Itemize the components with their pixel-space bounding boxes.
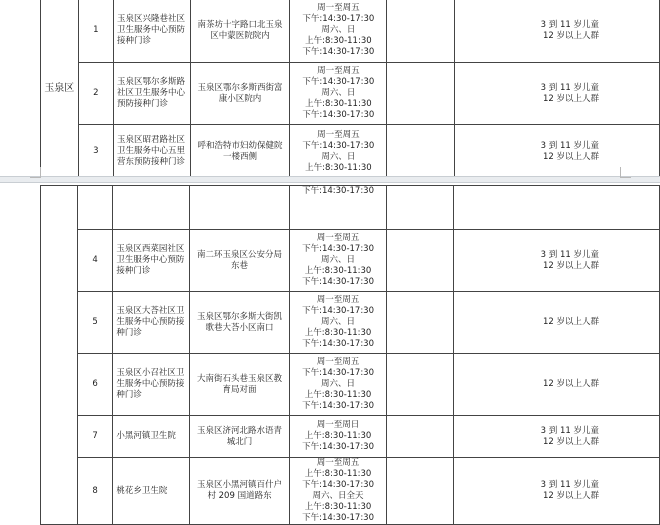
hours-line: 上午:8:30-11:30 — [304, 266, 372, 276]
clinic-name: 玉泉区兴隆巷社区卫生服务中心预防接种门诊 — [114, 0, 191, 63]
hours-line: 周六、日 — [321, 317, 356, 327]
blank-cell — [387, 125, 454, 179]
blank-cell — [387, 186, 454, 230]
hours-line: 下午:14:30-17:30 — [302, 401, 375, 411]
hours-line: 上午:8:30-11:30 — [304, 502, 372, 512]
hours-line: 下午:14:30-17:30 — [302, 244, 375, 254]
target-line: 12 岁以上人群 — [542, 93, 599, 104]
target-group — [454, 292, 660, 354]
hours-line: 上午:8:30-11:30 — [305, 162, 372, 173]
service-hours — [289, 458, 386, 525]
hours-line: 周六、日 — [321, 151, 356, 162]
blank-cell — [387, 416, 454, 458]
hours-line: 周六、日 — [321, 88, 356, 98]
clinic-table-page-1 — [40, 0, 660, 179]
hours-line: 上午:8:30-11:30 — [304, 328, 372, 338]
target-line: 12 岁以上人群 — [542, 491, 599, 501]
continuation-row — [41, 186, 660, 230]
row-number: 8 — [77, 458, 112, 525]
target-line: 12 岁以上人群 — [542, 260, 599, 271]
hours-line: 周一至周五 — [317, 3, 360, 13]
hours-line: 下午:14:30-17:30 — [302, 277, 375, 287]
target-line: 12 岁以上人群 — [542, 436, 599, 447]
target-group — [454, 354, 660, 416]
blank-cell — [387, 292, 454, 354]
table-row — [41, 458, 660, 525]
row-number: 3 — [78, 125, 113, 179]
clinic-address: 南二环玉泉区公安分局东巷 — [190, 230, 290, 292]
service-hours — [290, 0, 387, 63]
clinic-name: 玉泉区小召社区卫生服务中心预防接种门诊 — [113, 354, 190, 416]
hours-line: 周一至周五 — [316, 233, 360, 243]
hours-line: 周六、日 — [321, 255, 356, 265]
target-group — [454, 458, 660, 525]
table-row — [41, 292, 660, 354]
hours-line: 下午:14:30-17:30 — [302, 47, 375, 57]
hours-line: 下午:14:30-17:30 — [302, 480, 375, 490]
hours-line: 上午:8:30-11:30 — [304, 469, 372, 479]
hours-line: 下午:14:30-17:30 — [302, 513, 375, 523]
hours-line: 上午:8:30-11:30 — [304, 431, 372, 441]
target-line: 12 岁以上人群 — [542, 30, 599, 41]
hours-line: 周一至周五 — [317, 66, 360, 76]
clinic-address: 玉泉区鄂尔多斯西街富康小区院内 — [190, 63, 290, 125]
table-row — [41, 354, 660, 416]
blank-cell — [387, 0, 454, 63]
clinic-name: 玉泉区西菜园社区卫生服务中心预防接种门诊 — [113, 230, 190, 292]
blank-cell — [113, 186, 190, 230]
row-number: 7 — [77, 416, 112, 458]
blank-cell — [387, 63, 454, 125]
hours-line: 下午:14:30-17:30 — [302, 442, 375, 452]
hours-line: 下午:14:30-17:30 — [302, 77, 375, 87]
target-line: 3 到 11 岁儿童 — [540, 82, 599, 93]
table-row — [41, 125, 660, 179]
blank-cell — [77, 186, 112, 230]
service-hours — [289, 416, 386, 458]
hours-line: 上午:8:30-11:30 — [305, 99, 372, 109]
hours-line: 周六、日 — [321, 379, 356, 389]
hours-line: 上午:8:30-11:30 — [305, 36, 372, 46]
hours-line: 下午:14:30-17:30 — [302, 110, 375, 120]
target-line: 3 到 11 岁儿童 — [540, 249, 599, 260]
row-number: 2 — [78, 63, 113, 125]
target-line: 3 到 11 岁儿童 — [540, 19, 599, 30]
target-group — [454, 63, 659, 125]
document-page-2 — [0, 183, 660, 522]
service-hours — [290, 63, 387, 125]
hours-line: 下午:14:30-17:30 — [302, 186, 375, 196]
clinic-name: 桃花乡卫生院 — [113, 458, 190, 525]
target-line: 12 岁以上人群 — [542, 317, 599, 327]
hours-line: 周一至周五 — [317, 129, 360, 140]
row-number: 1 — [78, 0, 113, 63]
blank-cell — [387, 354, 454, 416]
hours-line: 周一至周五 — [316, 357, 360, 367]
target-group — [454, 416, 660, 458]
district-cell: 玉泉区 — [41, 0, 79, 179]
hours-line: 周一至周日 — [316, 420, 360, 430]
service-hours — [290, 125, 387, 179]
target-line: 12 岁以上人群 — [542, 379, 599, 389]
clinic-address: 呼和浩特市妇幼保健院一楼西侧 — [190, 125, 290, 179]
clinic-address: 玉泉区济河北路水语青城北门 — [190, 416, 290, 458]
service-hours — [289, 186, 386, 230]
hours-line: 下午:14:30-17:30 — [302, 140, 375, 151]
hours-line: 下午:14:30-17:30 — [302, 368, 375, 378]
target-line: 3 到 11 岁儿童 — [540, 425, 599, 436]
row-number: 4 — [77, 230, 112, 292]
hours-line: 下午:14:30-17:30 — [302, 306, 375, 316]
table-row — [41, 416, 660, 458]
table-row — [41, 0, 660, 63]
hours-line: 下午:14:30-17:30 — [302, 339, 375, 349]
service-hours — [289, 354, 386, 416]
clinic-address: 南茶坊十字路口北玉泉区中蒙医院院内 — [190, 0, 290, 63]
hours-line: 周六、日全天 — [312, 491, 364, 501]
row-number: 6 — [77, 354, 112, 416]
clinic-address: 大南街石头巷玉泉区教育局对面 — [190, 354, 290, 416]
service-hours — [289, 292, 386, 354]
hours-line: 周一至周五 — [316, 295, 360, 305]
district-cell-continued — [41, 186, 78, 525]
blank-cell — [454, 186, 660, 230]
blank-cell — [190, 186, 290, 230]
table-row — [41, 230, 660, 292]
row-number: 5 — [77, 292, 112, 354]
hours-line: 上午:8:30-11:30 — [304, 390, 372, 400]
clinic-name: 玉泉区鄂尔多斯路社区卫生服务中心预防接种门诊 — [114, 63, 191, 125]
blank-cell — [387, 230, 454, 292]
clinic-table-page-2 — [40, 185, 660, 525]
page-corner-mark — [620, 167, 631, 178]
blank-cell — [387, 458, 454, 525]
target-line: 3 到 11 岁儿童 — [540, 480, 599, 490]
page-break — [0, 176, 660, 183]
clinic-address: 玉泉区鄂尔多斯大街凯歌巷大荅小区南口 — [190, 292, 290, 354]
hours-line: 下午:14:30-17:30 — [302, 14, 375, 24]
target-line: 12 岁以上人群 — [542, 151, 599, 162]
clinic-name: 玉泉区昭君路社区卫生服务中心五里营东预防接种门诊 — [114, 125, 191, 179]
table-row — [41, 63, 660, 125]
page-corner-mark — [30, 167, 41, 178]
target-group — [454, 230, 660, 292]
clinic-name: 小黑河镇卫生院 — [113, 416, 190, 458]
hours-line: 周一至周五 — [316, 458, 360, 468]
target-line: 3 到 11 岁儿童 — [540, 140, 599, 151]
service-hours — [289, 230, 386, 292]
hours-line: 周六、日 — [321, 25, 356, 35]
target-group — [454, 0, 659, 63]
clinic-address: 玉泉区小黑河镇百什户村 209 国道路东 — [190, 458, 290, 525]
document-page-1 — [0, 0, 660, 176]
clinic-name: 玉泉区大荅社区卫生服务中心预防接种门诊 — [113, 292, 190, 354]
